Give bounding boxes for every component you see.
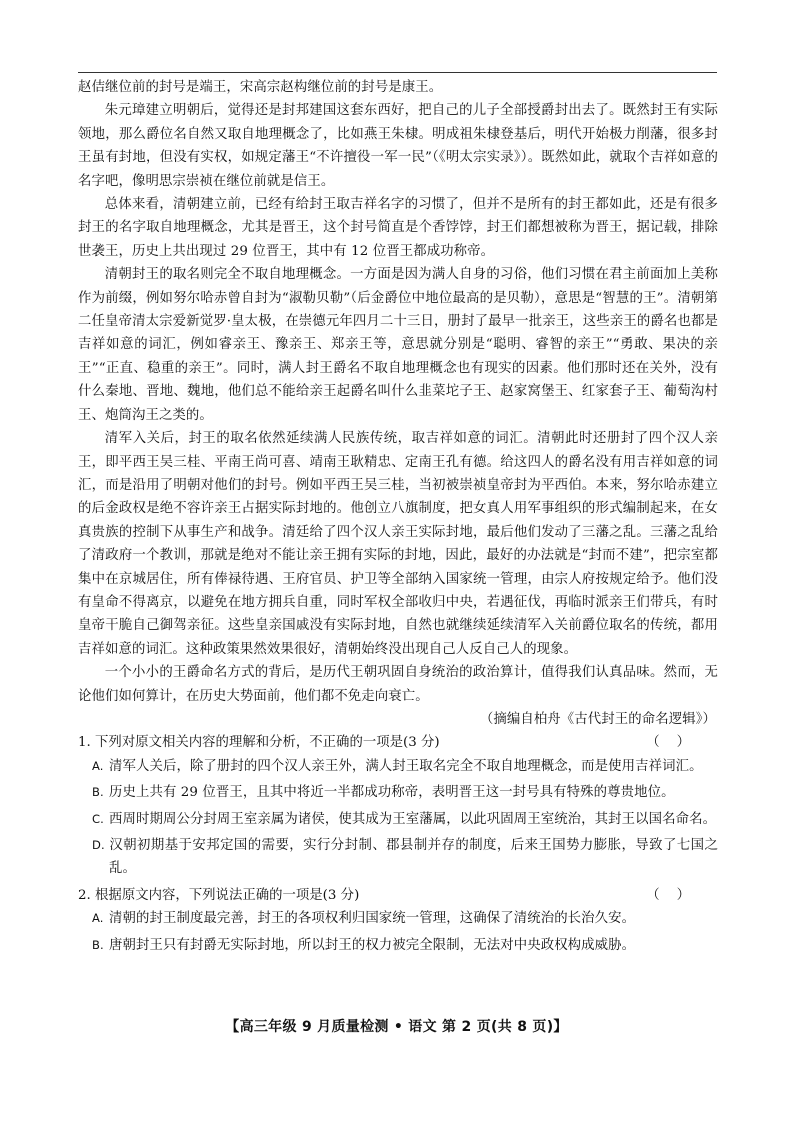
option-label: C. <box>92 811 104 826</box>
passage-source: （摘编自柏舟《古代封王的命名逻辑》） <box>479 711 716 727</box>
header-rule <box>78 72 717 73</box>
question-1-option-b[interactable] <box>92 781 718 804</box>
passage-paragraph-2: 朱元璋建立明朝后，觉得还是封邦建国这套东西好，把自己的儿子全部授爵封出去了。既然封王有实际领地，那么爵位名自然又取自地理概念了，比如燕王朱棣。明成祖朱棣登基后，明代开始极力削藩，很多封王虽有封地，但没有实权，如规定藩王“不许擅役一军一民”（《明太宗实录》）。既然如此，就取个吉祥如意的名字吧，像明思宗崇祯在继位前就是信王。 <box>78 103 718 189</box>
option-label: A. <box>92 758 104 773</box>
page-content <box>78 76 718 957</box>
option-text: 清军人关后，除了册封的四个汉人亲王外，满人封王取名完全不取自地理概念，而是使用吉祥词汇。 <box>109 758 703 774</box>
option-text: 清朝的封王制度最完善，封王的各项权利归国家统一管理，这确保了清统治的长治久安。 <box>109 911 636 927</box>
question-1-option-c[interactable] <box>92 808 718 831</box>
question-2-option-a[interactable] <box>92 907 718 930</box>
question-2-stem <box>78 884 718 907</box>
option-text: 唐朝封王只有封爵无实际封地，所以封王的权力被完全限制，无法对中央政权构成威胁。 <box>109 937 636 953</box>
option-text: 历史上共有 29 位晋王，且其中将近一半都成功称帝，表明晋王这一封号具有特殊的尊贵地位。 <box>109 785 675 801</box>
option-text: 西周时期周公分封周王室亲属为诸侯，使其成为王室藩属，以此巩固周王室统治，其封王以国名命名。 <box>109 811 717 827</box>
passage-paragraph-4: 清朝封王的取名则完全不取自地理概念。一方面是因为满人自身的习俗，他们习惯在君主前面加上美称作为前缀，例如努尔哈赤曾自封为“淑勒贝勒”（后金爵位中地位最高的是贝勒），意思是“智慧的王”。清朝第二任皇帝清太宗爱新觉罗·皇太极，在崇德元年四月二十三日，册封了最早一批亲王，这些亲王的爵名也都是吉祥如意的词汇，例如睿亲王、豫亲王、郑亲王等，意思就分别是“聪明、睿智的亲王”“勇敢、果决的亲王”“正直、稳重的亲王”。同时，满人封王爵名不取自地理概念也有现实的因素。他们那时还在关外，没有什么秦地、晋地、魏地，他们总不能给亲王起爵名叫什么韭菜坨子王、赵家窝堡王、红家套子王、葡萄沟村王、炮筒沟王之类的。 <box>78 267 718 423</box>
option-label: D. <box>92 838 105 852</box>
question-1-stem <box>78 731 718 754</box>
option-label: B. <box>92 937 104 952</box>
passage-paragraph-1: 赵佶继位前的封号是端王，宋高宗赵构继位前的封号是康王。 <box>78 80 443 95</box>
question-2-text: 2. 根据原文内容，下列说法正确的一项是(3 分) <box>78 887 360 903</box>
question-2-answer-blank[interactable]: （ ） <box>646 887 690 903</box>
option-text: 汉朝初期基于安邦定国的需要，实行分封制、郡县制并存的制度，后来王国势力膨胀，导致了七国之乱。 <box>109 838 718 877</box>
page-footer: 【高三年级 9 月质量检测 • 语文 第 2 页(共 8 页)】 <box>225 1019 568 1035</box>
passage-paragraph-5: 清军入关后，封王的取名依然延续满人民族传统，取吉祥如意的词汇。清朝此时还册封了四个汉人亲王，即平西王吴三桂、平南王尚可喜、靖南王耿精忠、定南王孔有德。给这四人的爵名没有用吉祥如意的词汇，而是沿用了明朝对他们的封号。例如平西王吴三桂，当初被崇祯皇帝封为平西伯。本来，努尔哈赤建立的后金政权是绝不容许亲王占据实际封地的。他创立八旗制度，把女真人用军事组织的形式编制起来，在女真贵族的控制下从事生产和战争。清廷给了四个汉人亲王实际封地，最后他们发动了三藩之乱。三藩之乱给了清政府一个教训，那就是绝对不能让亲王拥有实际的封地，因此，最好的办法就是“封而不建”，把宗室都集中在京城居住，所有俸禄待遇、王府官员、护卫等全部纳入国家统一管理，由宗人府按规定给予。他们没有皇命不得离京，以避免在地方拥兵自重，同时军权全部收归中央，若遇征伐，再临时派亲王们带兵，有时皇帝干脆自己御驾亲征。这些皇亲国戚没有实际封地，自然也就继续延续清军入关前爵位取名的传统，都用吉祥如意的词汇。这种政策果然效果很好，清朝始终没出现自己人反自己人的现象。 <box>78 431 718 657</box>
question-2-option-b[interactable] <box>92 934 718 957</box>
question-1-answer-blank[interactable]: （ ） <box>646 735 690 751</box>
option-label: A. <box>92 911 104 926</box>
question-1-text: 1. 下列对原文相关内容的理解和分析，不正确的一项是(3 分) <box>78 735 440 751</box>
passage-paragraph-3: 总体来看，清朝建立前，已经有给封王取吉祥名字的习惯了，但并不是所有的封王都如此，还是有很多封王的名字取自地理概念，尤其是晋王，这个封号简直是个香饽饽，封王们都想被称为晋王，据记载，排除世袭王，历史上共出现过 29 位晋王，其中有 12 位晋王都成功称帝。 <box>78 197 718 259</box>
question-1-option-a[interactable] <box>92 755 718 778</box>
question-1-option-d[interactable] <box>92 834 718 881</box>
option-label: B. <box>92 785 104 800</box>
passage-paragraph-6: 一个小小的王爵命名方式的背后，是历代王朝巩固自身统治的政治算计，值得我们认真品味。然而，无论他们如何算计，在历史大势面前，他们都不免走向衰亡。 <box>78 665 718 704</box>
